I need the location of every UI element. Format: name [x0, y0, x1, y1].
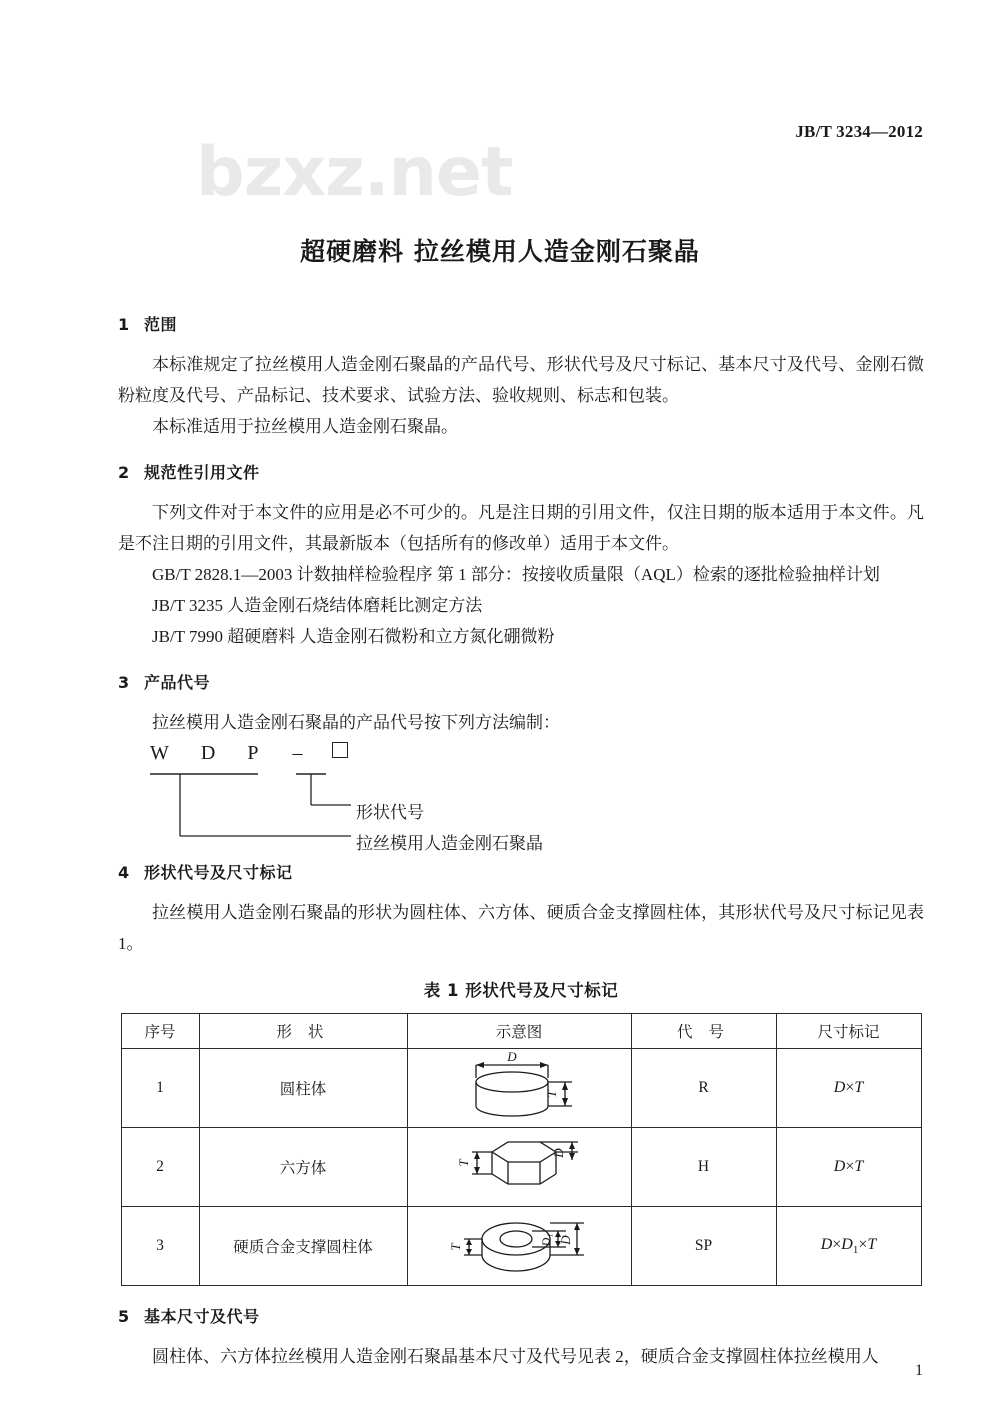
section-number-5: 5 — [118, 1307, 130, 1326]
dimension-mark-row1: D×T — [833, 1079, 864, 1096]
section-title-4: 形状代号及尺寸标记 — [144, 863, 293, 882]
table1-col-header-dimension: 尺寸标记 — [776, 1014, 921, 1049]
section-number-1: 1 — [118, 315, 130, 334]
table1-row3-code: SP — [631, 1207, 776, 1286]
section-heading-2 — [118, 460, 924, 483]
product-code-diagram — [118, 742, 924, 860]
section-title-3: 产品代号 — [144, 673, 211, 692]
section-number-4: 4 — [118, 863, 130, 882]
section-heading-4 — [118, 860, 924, 883]
table1-row2-shape: 六方体 — [199, 1128, 407, 1207]
hexagonal-prism-icon — [444, 1130, 594, 1204]
table1-row1-dimension — [776, 1049, 921, 1128]
watermark-text: bzxz.net — [196, 133, 513, 212]
dimension-mark-row2: D×T — [833, 1158, 864, 1175]
code-dash: – — [292, 742, 303, 764]
section-1-paragraph-2: 本标准适用于拉丝模用人造金刚石聚晶。 — [152, 417, 458, 436]
dimension-mark-row3: $D\times D_1\times T$ — [820, 1235, 877, 1257]
document-content — [118, 312, 924, 1372]
hexagon-label-t: T — [456, 1159, 471, 1167]
cylinder-icon — [444, 1051, 594, 1125]
section-5-paragraph-1: 圆柱体、六方体拉丝模用人造金刚石聚晶基本尺寸及代号见表 2，硬质合金支撑圆柱体拉丝模用人 — [152, 1347, 879, 1366]
normative-reference-2: JB/T 3235 人造金刚石烧结体磨耗比测定方法 — [152, 596, 483, 615]
section-title-2: 规范性引用文件 — [144, 463, 260, 482]
supported-ring-cylinder-icon — [444, 1209, 594, 1283]
label-product-name: 拉丝模用人造金刚石聚晶 — [356, 834, 543, 853]
section-number-3: 3 — [118, 673, 130, 692]
table1-row1-no: 1 — [121, 1049, 199, 1128]
table1-row3-no: 3 — [121, 1207, 199, 1286]
table1-row2-no: 2 — [121, 1128, 199, 1207]
section-title-5: 基本尺寸及代号 — [144, 1307, 260, 1326]
table-row — [121, 1128, 921, 1207]
hexagon-label-d: D — [551, 1148, 566, 1158]
table1-caption: 表 1 形状代号及尺寸标记 — [423, 981, 619, 1000]
table1-row2-figure-cell — [407, 1128, 631, 1207]
table1-row3-figure-cell — [407, 1207, 631, 1286]
table1-row2-dimension — [776, 1128, 921, 1207]
table1-row1-code: R — [631, 1049, 776, 1128]
code-letter-p: P — [247, 742, 259, 764]
section-title-1: 范围 — [144, 315, 178, 334]
page-title: 超硬磨料 拉丝模用人造金刚石聚晶 — [300, 237, 700, 266]
normative-reference-3: JB/T 7990 超硬磨料 人造金刚石微粉和立方氮化硼微粉 — [152, 627, 555, 646]
section-heading-5 — [118, 1304, 924, 1327]
table1-col-header-shape: 形 状 — [199, 1014, 407, 1049]
section-number-2: 2 — [118, 463, 130, 482]
ring-label-t: T — [448, 1243, 463, 1251]
cylinder-label-d: D — [507, 1051, 517, 1064]
standard-number: JB/T 3234—2012 — [795, 122, 923, 141]
section-3-paragraph-1: 拉丝模用人造金刚石聚晶的产品代号按下列方法编制： — [152, 713, 560, 732]
section-4-paragraph-1: 拉丝模用人造金刚石聚晶的形状为圆柱体、六方体、硬质合金支撑圆柱体，其形状代号及尺寸标记见表 1。 — [118, 903, 924, 953]
table1-row3-shape: 硬质合金支撑圆柱体 — [199, 1207, 407, 1286]
table-header-row — [121, 1014, 921, 1049]
table-row — [121, 1049, 921, 1128]
table1-col-header-no: 序号 — [121, 1014, 199, 1049]
ring-label-d1: D₁ — [539, 1233, 553, 1247]
section-heading-1 — [118, 312, 924, 335]
ring-label-d: D — [558, 1235, 573, 1245]
table1-row2-code: H — [631, 1128, 776, 1207]
section-heading-3 — [118, 670, 924, 693]
label-shape-code: 形状代号 — [356, 803, 424, 822]
table1-row3-dimension — [776, 1207, 921, 1286]
table1-col-header-code: 代 号 — [631, 1014, 776, 1049]
section-2-paragraph-1: 下列文件对于本文件的应用是必不可少的。凡是注日期的引用文件，仅注日期的版本适用于本文件。凡是不注日期的引用文件，其最新版本（包括所有的修改单）适用于本文件。 — [118, 503, 924, 553]
table-row — [121, 1207, 921, 1286]
cylinder-label-t: T — [544, 1090, 559, 1098]
section-1-paragraph-1: 本标准规定了拉丝模用人造金刚石聚晶的产品代号、形状代号及尺寸标记、基本尺寸及代号、金刚石微粉粒度及代号、产品标记、技术要求、试验方法、验收规则、标志和包装。 — [118, 355, 924, 405]
table1-row1-shape: 圆柱体 — [199, 1049, 407, 1128]
code-letter-w: W — [150, 742, 169, 764]
table1-row1-figure-cell — [407, 1049, 631, 1128]
table1-col-header-figure: 示意图 — [407, 1014, 631, 1049]
code-letter-d: D — [200, 742, 216, 764]
table1-shape-codes — [121, 1013, 922, 1286]
page-number: 1 — [915, 1362, 923, 1379]
normative-reference-1: GB/T 2828.1—2003 计数抽样检验程序 第 1 部分：按接收质量限（AQL）检索的逐批检验抽样计划 — [152, 565, 880, 584]
